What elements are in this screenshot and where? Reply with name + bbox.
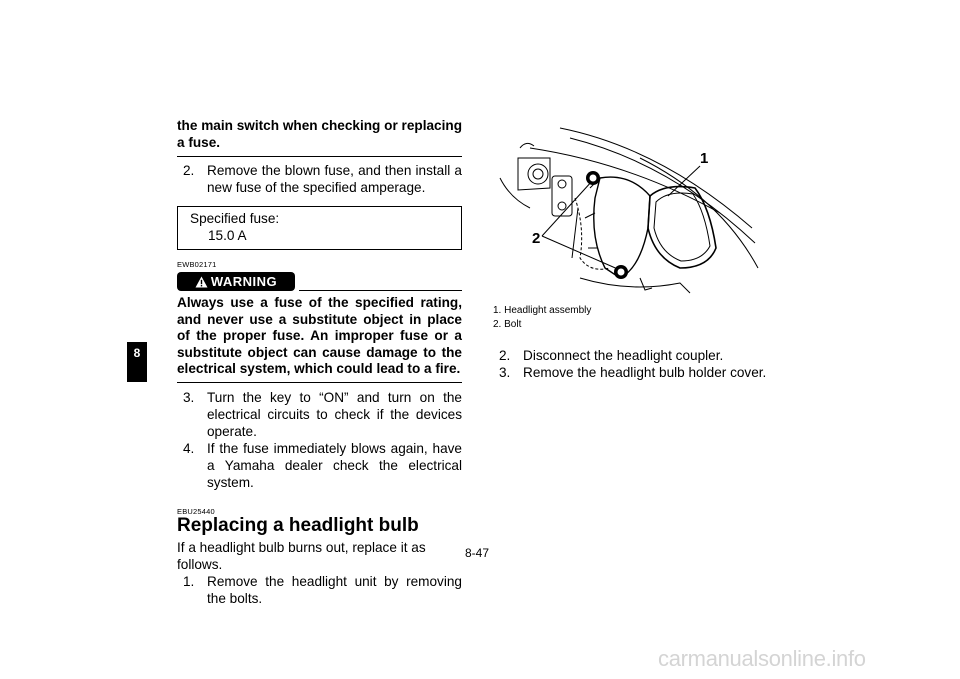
step-2-remove-fuse [177, 162, 462, 196]
caution-tail-text: the main switch when checking or replacing a fuse. [177, 118, 462, 150]
legend-text: Headlight assembly [504, 305, 592, 316]
intro-text: If a headlight bulb burns out, replace it as follows. [177, 539, 426, 572]
warning-text: Always use a fuse of the specified rating, and never use a substitute object in place of the proper fuse. An improper fuse or a substitute object can cause damage to the electrical system, which could lead to a fire. [177, 295, 462, 376]
section-code: EBU25440 [177, 506, 215, 516]
legend-item-1 [493, 304, 773, 318]
spec-value: 15.0 A [208, 228, 247, 243]
watermark-text: carmanualsonline.info [658, 646, 866, 671]
warning-header [177, 272, 462, 291]
step-text: Turn the key to “ON” and turn on the electrical circuits to check if the devices operate. [207, 389, 462, 439]
warning-label: WARNING [210, 274, 278, 289]
step-number: 3. [499, 365, 511, 380]
bolt-bottom-icon [614, 265, 628, 279]
headlight-assembly-drawing [490, 118, 762, 298]
step-number: 3. [183, 389, 195, 405]
page-number: 8-47 [465, 546, 490, 560]
step-text: Disconnect the headlight coupler. [523, 348, 724, 363]
callout-2: 2 [532, 230, 541, 247]
warning-header-rule [299, 290, 462, 291]
legend-number: 2. [493, 319, 502, 330]
section-title: Replacing a headlight bulb [177, 514, 419, 536]
chapter-number: 8 [133, 346, 141, 360]
step-number: 2. [499, 348, 511, 363]
warning-triangle-icon [195, 276, 208, 288]
warning-end-rule [177, 382, 462, 383]
left-column [177, 118, 462, 607]
step-text: If the fuse immediately blows again, have a Yamaha dealer check the electrical system. [207, 440, 462, 490]
step-number: 1. [183, 573, 195, 589]
step-text: Remove the headlight unit by removing the bolts. [207, 573, 462, 606]
bolt-top-icon [586, 171, 600, 185]
step-number: 2. [183, 163, 195, 178]
spec-label: Specified fuse: [190, 211, 280, 226]
step-3-turn-key [177, 389, 462, 440]
legend-text: Bolt [504, 319, 522, 330]
step-number: 4. [183, 440, 195, 456]
callout-1: 1 [700, 150, 709, 167]
step-3-remove-cover [493, 364, 773, 381]
step-2-disconnect-coupler [493, 347, 773, 364]
caution-end-rule [177, 156, 462, 157]
step-1-remove-unit [177, 573, 462, 607]
step-4-fuse-blows [177, 440, 462, 491]
step-text: Remove the headlight bulb holder cover. [523, 365, 767, 380]
legend-number: 1. [493, 305, 502, 316]
warning-badge [177, 272, 295, 291]
warning-code: EWB02171 [177, 260, 217, 269]
chapter-tab [127, 342, 147, 382]
specified-fuse-box [177, 206, 462, 250]
right-column [493, 304, 773, 381]
step-text: Remove the blown fuse, and then install a new fuse of the specified amperage. [207, 163, 462, 195]
headlight-illustration [490, 118, 762, 298]
legend-item-2 [493, 318, 773, 332]
